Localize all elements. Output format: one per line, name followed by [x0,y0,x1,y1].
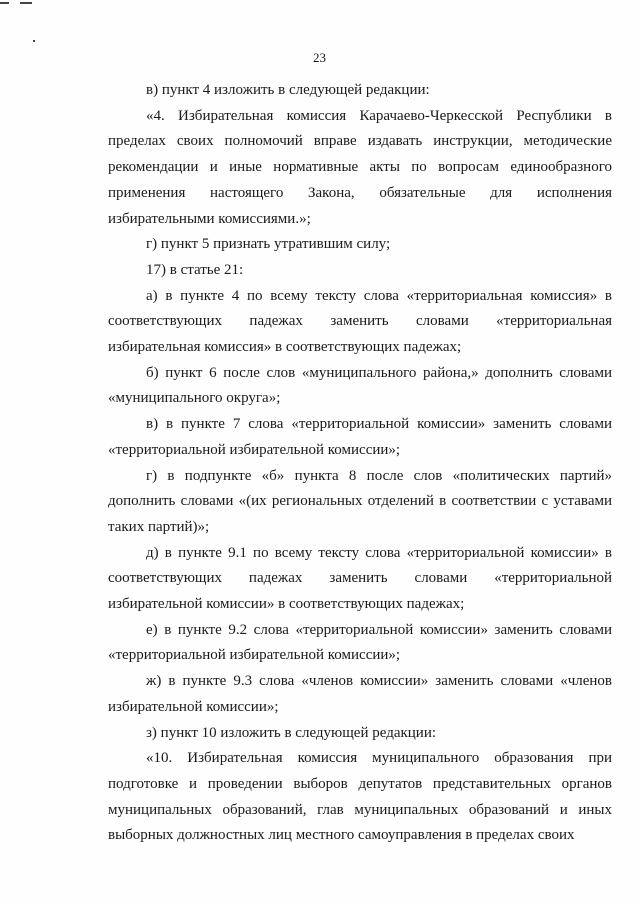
paragraph: е) в пункте 9.2 слова «территориальной комиссии» заменить словами «территориальной избирательной комиссии»; [108,621,612,664]
paragraph: б) пункт 6 после слов «муниципального района,» дополнить словами «муниципального округа»; [108,364,612,407]
paragraph: г) пункт 5 признать утратившим силу; [146,236,391,253]
paragraph: з) пункт 10 изложить в следующей редакции: [146,724,437,741]
paragraph: д) в пункте 9.1 по всему тексту слова «территориальной комиссии» в соответствующих падежах заменить словами «территориальной избирательной комиссии» в соответствующих падежах; [108,544,612,613]
scan-mark [0,2,9,4]
paragraph: 17) в статье 21: [146,261,244,278]
document-body [108,78,612,849]
paragraph: в) пункт 4 изложить в следующей редакции: [146,82,430,98]
paragraph: «4. Избирательная комиссия Карачаево-Черкесской Республики в пределах своих полномочий вправе издавать инструкции, методические рекомендации и иные нормативные акты по вопросам единообразного применения настоящего Закона, обязательные для исполнения избирательными комиссиями.»; [108,107,612,227]
scan-mark [20,2,32,4]
paragraph: г) в подпункте «б» пункта 8 после слов «политических партий» дополнить словами «(их региональных отделений в соответствии с уставами таких партий)»; [108,467,612,535]
scan-mark [33,40,35,42]
paragraph: «10. Избирательная комиссия муниципального образования при подготовке и проведении выборов депутатов представительных органов муниципальных образований, глав муниципальных образований и иных выборных должностных лиц местного самоуправления в пределах своих [108,750,612,844]
page-number: 23 [313,50,326,65]
paragraph: в) в пункте 7 слова «территориальной комиссии» заменить словами «территориальной избирательной комиссии»; [108,416,612,458]
paragraph: ж) в пункте 9.3 слова «членов комиссии» заменить словами «членов избирательной комиссии»; [108,673,612,715]
paragraph: а) в пункте 4 по всему тексту слова «территориальная комиссия» в соответствующих падежах заменить словами «территориальная избирательная комиссия» в соответствующих падежах; [108,287,612,356]
